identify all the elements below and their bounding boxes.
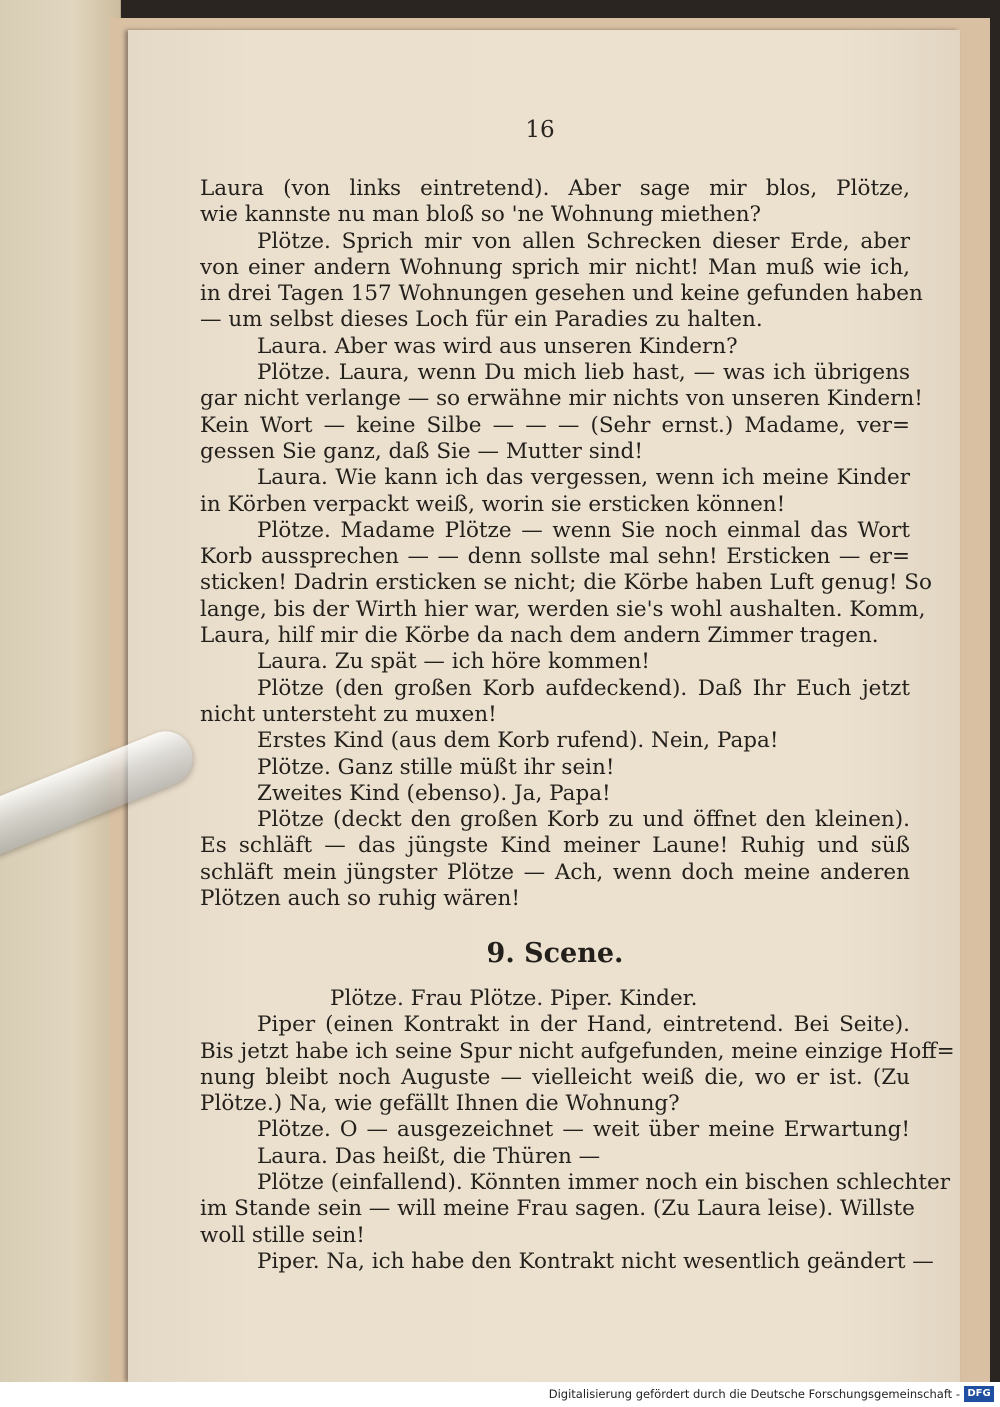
text-line: Piper. Na, ich habe den Kontrakt nicht wesentlich geändert — — [257, 1248, 934, 1274]
text-line: wie kannste nu man bloß so 'ne Wohnung miethen? — [200, 202, 762, 228]
text-line: Laura. Zu spät — ich höre kommen! — [257, 649, 650, 675]
text-line: schläft mein jüngster Plötze — Ach, wenn doch meine anderen — [200, 859, 910, 885]
text-line: im Stande sein — will meine Frau sagen. (Zu Laura leise). Willste — [200, 1196, 915, 1222]
text-line: nung bleibt noch Auguste — vielleicht weiß die, wo er ist. (Zu — [200, 1064, 910, 1090]
text-line: gessen Sie ganz, daß Sie — Mutter sind! — [200, 438, 643, 464]
text-line: Plötze (deckt den großen Korb zu und öffnet den kleinen). — [257, 807, 910, 833]
text-line: Kein Wort — keine Silbe — — — (Sehr ernst.) Madame, ver= — [200, 412, 910, 438]
text-line: sticken! Dadrin ersticken se nicht; die Körbe haben Luft genug! So — [200, 570, 932, 596]
text-line: Korb aussprechen — — denn sollste mal sehn! Ersticken — er= — [200, 544, 910, 570]
text-line: Plötze. Laura, wenn Du mich lieb hast, — was ich übrigens — [257, 360, 910, 386]
text-line: Es schläft — das jüngste Kind meiner Laune! Ruhig und süß — [200, 833, 910, 859]
text-block-scene-9 — [200, 986, 955, 1275]
text-line: Erstes Kind (aus dem Korb rufend). Nein, Papa! — [257, 728, 779, 754]
text-line: Laura (von links eintretend). Aber sage mir blos, Plötze, — [200, 176, 910, 201]
text-block-before-scene — [200, 176, 932, 912]
text-line: Laura. Wie kann ich das vergessen, wenn ich meine Kinder — [257, 465, 910, 491]
text-line: Laura, hilf mir die Körbe da nach dem andern Zimmer tragen. — [200, 623, 879, 649]
text-line: Laura. Das heißt, die Thüren — — [257, 1143, 601, 1169]
footer-bar — [0, 1382, 1000, 1407]
text-line: Plötze (den großen Korb aufdeckend). Daß Ihr Euch jetzt — [257, 675, 910, 701]
text-line: nicht untersteht zu muxen! — [200, 701, 497, 727]
page-number: 16 — [525, 117, 555, 143]
text-line: in drei Tagen 157 Wohnungen gesehen und keine gefunden haben — [200, 281, 923, 307]
funding-credit: Digitalisierung gefördert durch die Deutsche Forschungsgemeinschaft - — [548, 1387, 960, 1401]
text-line: lange, bis der Wirth hier war, werden sie's wohl aushalten. Komm, — [200, 596, 926, 622]
text-line: Plötze (einfallend). Könnten immer noch ein bischen schlechter — [257, 1170, 951, 1196]
cast-list: Plötze. Frau Plötze. Piper. Kinder. — [330, 986, 698, 1011]
text-line: gar nicht verlange — so erwähne mir nichts von unseren Kindern! — [200, 386, 923, 412]
text-line: Plötze. Ganz stille müßt ihr sein! — [257, 754, 615, 780]
text-line: Plötze. Sprich mir von allen Schrecken dieser Erde, aber — [257, 228, 910, 254]
text-line: Piper (einen Kontrakt in der Hand, eintretend. Bei Seite). — [257, 1012, 910, 1038]
text-line: von einer andern Wohnung sprich mir nicht! Man muß wie ich, — [200, 254, 910, 280]
text-line: woll stille sein! — [200, 1222, 365, 1248]
previous-page-edge — [0, 0, 121, 1382]
text-line: Plötzen auch so ruhig wären! — [200, 886, 521, 912]
text-line: Bis jetzt habe ich seine Spur nicht aufgefunden, meine einzige Hoff= — [200, 1038, 955, 1064]
text-line: — um selbst dieses Loch für ein Paradies zu halten. — [200, 307, 763, 333]
text-line: Plötze. O — ausgezeichnet — weit über meine Erwartung! — [257, 1117, 910, 1143]
text-line: Plötze.) Na, wie gefällt Ihnen die Wohnung? — [200, 1091, 680, 1117]
text-line: Zweites Kind (ebenso). Ja, Papa! — [257, 780, 611, 806]
scene-heading: 9. Scene. — [486, 938, 624, 969]
text-line: in Körben verpackt weiß, worin sie ersticken können! — [200, 491, 786, 517]
text-line: Laura. Aber was wird aus unseren Kindern? — [257, 333, 738, 359]
text-line: Plötze. Madame Plötze — wenn Sie noch einmal das Wort — [257, 517, 910, 543]
dfg-logo: DFG — [964, 1386, 994, 1402]
